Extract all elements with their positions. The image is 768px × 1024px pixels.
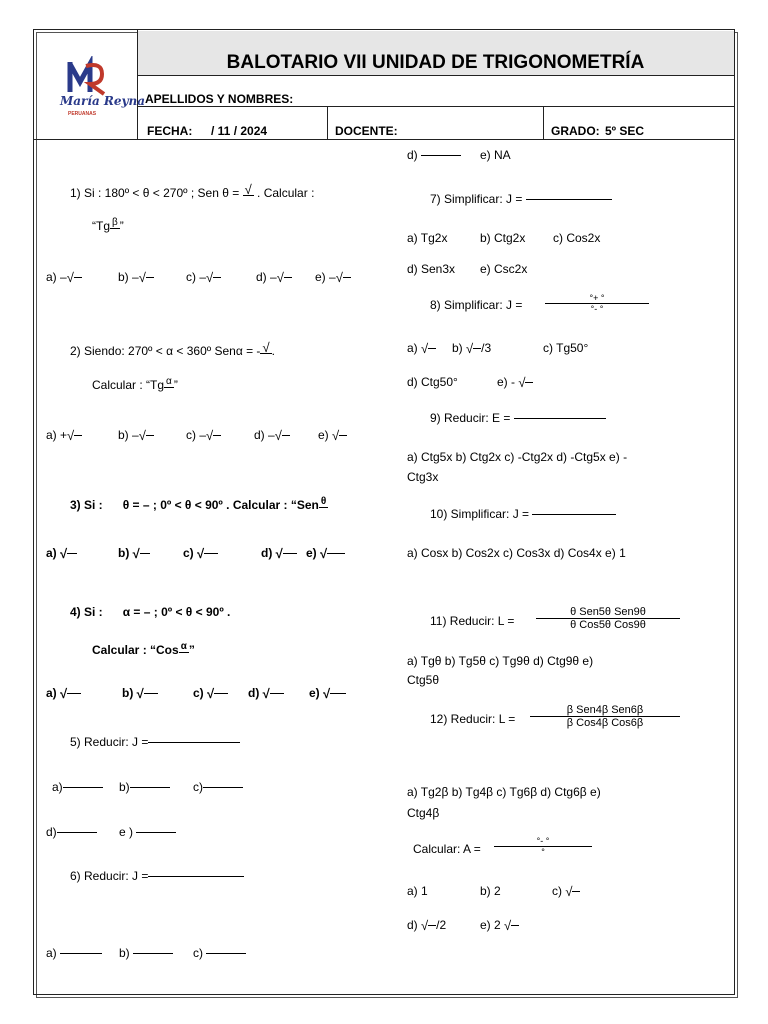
question-4-ask: Calcular : “Cos α ” [92,641,195,658]
q7-option-c: c) Cos2x [553,231,601,245]
header-divider [137,30,138,139]
date-value: / 11 / 2024 [211,124,268,138]
question-1-ask: “Tg β ” [92,217,124,234]
q5-option-b: b) [119,780,170,794]
q4-option-c: c) √ [193,686,228,701]
q11-options-cont: Ctg5θ [407,673,440,687]
q8-fraction: °+ ° °- ° [545,293,649,314]
q7-option-e: e) Csc2x [480,262,528,276]
names-label: APELLIDOS Y NOMBRES: [145,92,294,106]
q5-option-d: d) [46,825,97,839]
question-2: 2) Siendo: 270º < α < 360º Senα = - √ . [70,340,275,359]
q9-options: a) Ctg5x b) Ctg2x c) -Ctg2x d) -Ctg5x e) - [407,450,628,464]
school-logo [52,56,145,128]
header-divider [137,106,734,107]
question-12: 12) Reducir: L = [430,712,516,726]
q10-options: a) Cosx b) Cos2x c) Cos3x d) Cos4x e) 1 [407,546,626,560]
q2-option-e: e) √ [318,428,347,443]
grade-label: GRADO: [551,124,600,138]
q5-option-e: e ) [119,825,176,839]
q5-option-c: c) [193,780,243,794]
q5-option-a: a) [52,780,103,794]
q12-options-cont: Ctg4β [407,806,440,820]
question-3: 3) Si : θ = – ; 0º < θ < 90º . Calcular : “Sen θ [70,496,327,513]
question-7: 7) Simplificar: J = [430,192,612,206]
header-divider [543,106,544,139]
q4-option-a: a) √ [46,686,81,701]
q7-option-a: a) Tg2x [407,231,448,245]
question-4: 4) Si : α = – ; 0º < θ < 90º . [70,605,231,619]
grade-value: 5º SEC [605,124,645,138]
q6-option-d: d) [407,148,461,162]
question-11: 11) Reducir: L = [430,614,515,628]
q13-option-d: d) √ /2 [407,918,447,934]
q2-option-d: d) –√ [254,428,290,443]
q8-option-b: b) √ /3 [452,341,492,357]
q6-option-a: a) [46,946,102,960]
header-divider [137,75,734,76]
q1-option-c: c) –√ [186,270,221,285]
question-2-ask: Calcular : “Tg α ” [92,376,178,393]
q3-option-d: d) √ [261,546,297,561]
question-10: 10) Simplificar: J = [430,507,616,521]
logo-text: María Reyna [60,94,145,108]
q4-option-d: d) √ [248,686,284,701]
date-label: FECHA: [147,124,193,138]
teacher-label: DOCENTE: [335,124,398,138]
q2-option-a: a) +√ [46,428,82,443]
q11-fraction: θ Sen5θ Sen9θ θ Cos5θ Cos9θ [536,606,680,631]
q2-option-b: b) –√ [118,428,154,443]
q8-option-e: e) - √ [497,375,533,390]
q6-option-c: c) [193,946,246,960]
q13-fraction: °- ° ° [494,836,592,857]
question-5: 5) Reducir: J = [70,735,240,749]
question-8: 8) Simplificar: J = [430,298,523,312]
q4-option-e: e) √ [309,686,346,701]
q12-fraction: β Sen4β Sen6β β Cos4β Cos6β [530,704,680,729]
q9-options-cont: Ctg3x [407,470,439,484]
q12-options: a) Tg2β b) Tg4β c) Tg6β d) Ctg6β e) [407,785,601,799]
q7-option-d: d) Sen3x [407,262,456,276]
q11-options: a) Tgθ b) Tg5θ c) Tg9θ d) Ctg9θ e) [407,654,594,668]
question-6: 6) Reducir: J = [70,869,244,883]
header-divider [34,139,734,140]
q1-option-d: d) –√ [256,270,292,285]
page-title: BALOTARIO VII UNIDAD DE TRIGONOMETRÍA [226,52,645,73]
q13-option-b: b) 2 [480,884,501,898]
q1-option-e: e) –√ [315,270,351,285]
q7-option-b: b) Ctg2x [480,231,526,245]
q8-option-d: d) Ctg50° [407,375,458,389]
q1-option-a: a) –√ [46,270,82,285]
header-divider [327,106,328,139]
q4-option-b: b) √ [122,686,158,701]
q3-option-a: a) √ [46,546,77,561]
q6-option-b: b) [119,946,173,960]
q13-option-a: a) 1 [407,884,428,898]
q3-option-e: e) √ [306,546,345,561]
q6-option-e: e) NA [480,148,511,162]
q13-option-e: e) 2 √ [480,918,519,933]
q1-option-b: b) –√ [118,270,154,285]
question-13: Calcular: A = [413,842,481,856]
q3-option-b: b) √ [118,546,150,561]
q8-option-a: a) √ [407,341,436,356]
q2-option-c: c) –√ [186,428,221,443]
logo-tag: PERUANAS [68,111,97,117]
q8-option-c: c) Tg50° [543,341,589,355]
question-1: 1) Si : 180º < θ < 270º ; Sen θ = √ . Calcular : [70,182,315,201]
q3-option-c: c) √ [183,546,218,561]
question-9: 9) Reducir: E = [430,411,606,425]
q13-option-c: c) √ [552,884,580,899]
